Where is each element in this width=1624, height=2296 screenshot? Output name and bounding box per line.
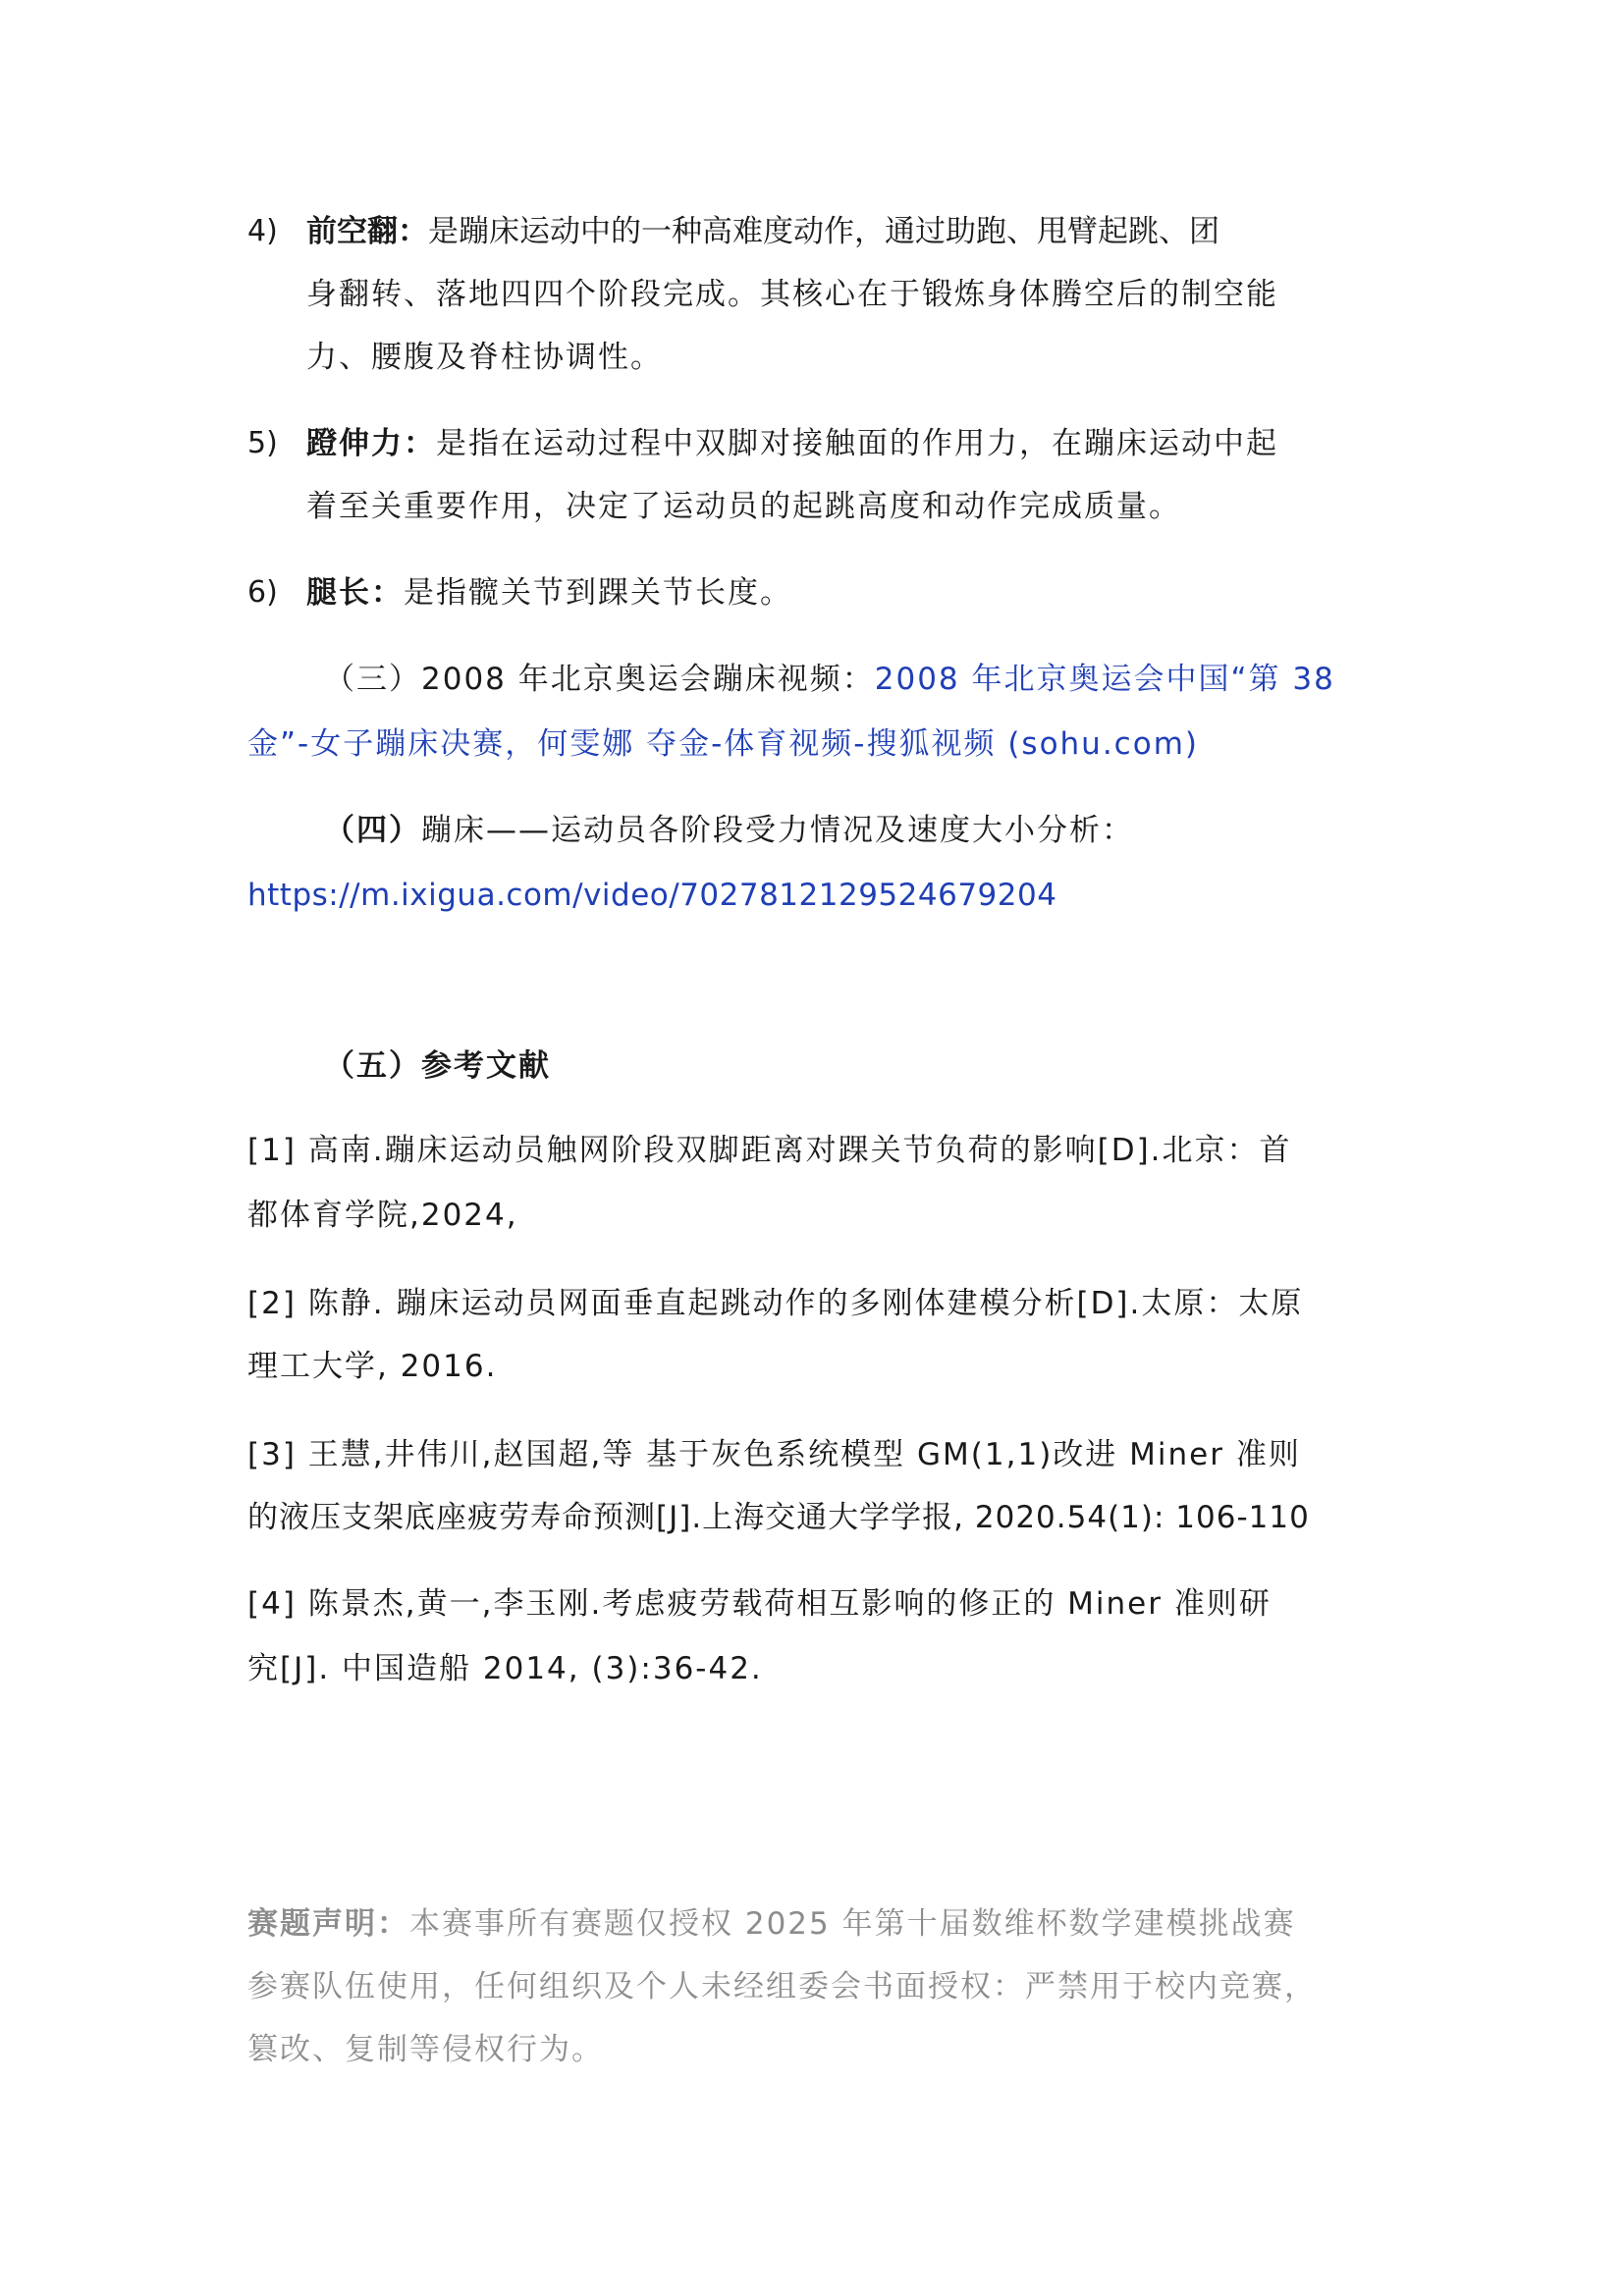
list-number: 6): [247, 575, 278, 610]
video-link-continued[interactable]: 金”-女子蹦床决赛，何雯娜 夺金-体育视频-搜狐视频 (sohu.com): [247, 726, 1199, 762]
list-number: 4): [247, 214, 278, 248]
definition-term: 前空翻：: [306, 214, 428, 249]
video-link[interactable]: 2008 年北京奥运会中国“第 38: [874, 662, 1335, 697]
definition-line: 力、腰腹及脊柱协调性。: [306, 340, 663, 375]
list-number: 5): [247, 426, 278, 460]
statement-line: 篡改、复制等侵权行为。: [247, 2032, 604, 2067]
statement-line: [247, 1904, 1296, 1944]
section-4-heading: （四）: [324, 813, 421, 848]
definition-text: 是蹦床运动中的一种高难度动作，通过助跑、甩臂起跳、团: [428, 214, 1219, 249]
definition-term: 腿长：: [306, 575, 404, 611]
definition-line: [306, 212, 1386, 251]
section-3-heading: （三）2008 年北京奥运会蹦床视频：: [324, 662, 875, 697]
definition-line: 着至关重要作用，决定了运动员的起跳高度和动作完成质量。: [306, 489, 1181, 524]
definition-term: 蹬伸力：: [306, 426, 436, 461]
statement-label: 赛题声明：: [247, 1906, 409, 1942]
reference-line: 的液压支架底座疲劳寿命预测[J].上海交通大学学报, 2020.54(1): 106-110: [247, 1500, 1310, 1535]
section-4-text: 蹦床——运动员各阶段受力情况及速度大小分析：: [421, 813, 1134, 848]
section-3-line: [324, 660, 1335, 699]
reference-line: [3] 王慧,井伟川,赵国超,等 基于灰色系统模型 GM(1,1)改进 Miner 准则: [247, 1437, 1301, 1472]
references-heading: （五）参考文献: [324, 1048, 551, 1084]
definition-line: [306, 424, 1278, 463]
definition-line: [306, 573, 792, 613]
reference-line: [2] 陈静. 蹦床运动员网面垂直起跳动作的多刚体建模分析[D].太原：太原: [247, 1286, 1304, 1321]
reference-line: 都体育学院,2024,: [247, 1198, 518, 1233]
section-4-line: [324, 811, 1134, 850]
ixigua-url-link[interactable]: https://m.ixigua.com/video/7027812129524679204: [247, 878, 1057, 913]
reference-line: [1] 高南.蹦床运动员触网阶段双脚距离对踝关节负荷的影响[D].北京：首: [247, 1133, 1292, 1168]
reference-line: [4] 陈景杰,黄一,李玉刚.考虑疲劳载荷相互影响的修正的 Miner 准则研: [247, 1586, 1272, 1622]
definition-text: 是指在运动过程中双脚对接触面的作用力，在蹦床运动中起: [436, 426, 1278, 461]
reference-line: 究[J]. 中国造船 2014, (3):36-42.: [247, 1651, 763, 1686]
definition-text: 是指髋关节到踝关节长度。: [404, 575, 792, 611]
definition-line: 身翻转、落地四四个阶段完成。其核心在于锻炼身体腾空后的制空能: [306, 277, 1278, 312]
statement-text: 本赛事所有赛题仅授权 2025 年第十届数维杯数学建模挑战赛: [409, 1906, 1296, 1942]
statement-line: 参赛队伍使用，任何组织及个人未经组委会书面授权：严禁用于校内竞赛，: [247, 1969, 1317, 2004]
reference-line: 理工大学, 2016.: [247, 1349, 498, 1384]
